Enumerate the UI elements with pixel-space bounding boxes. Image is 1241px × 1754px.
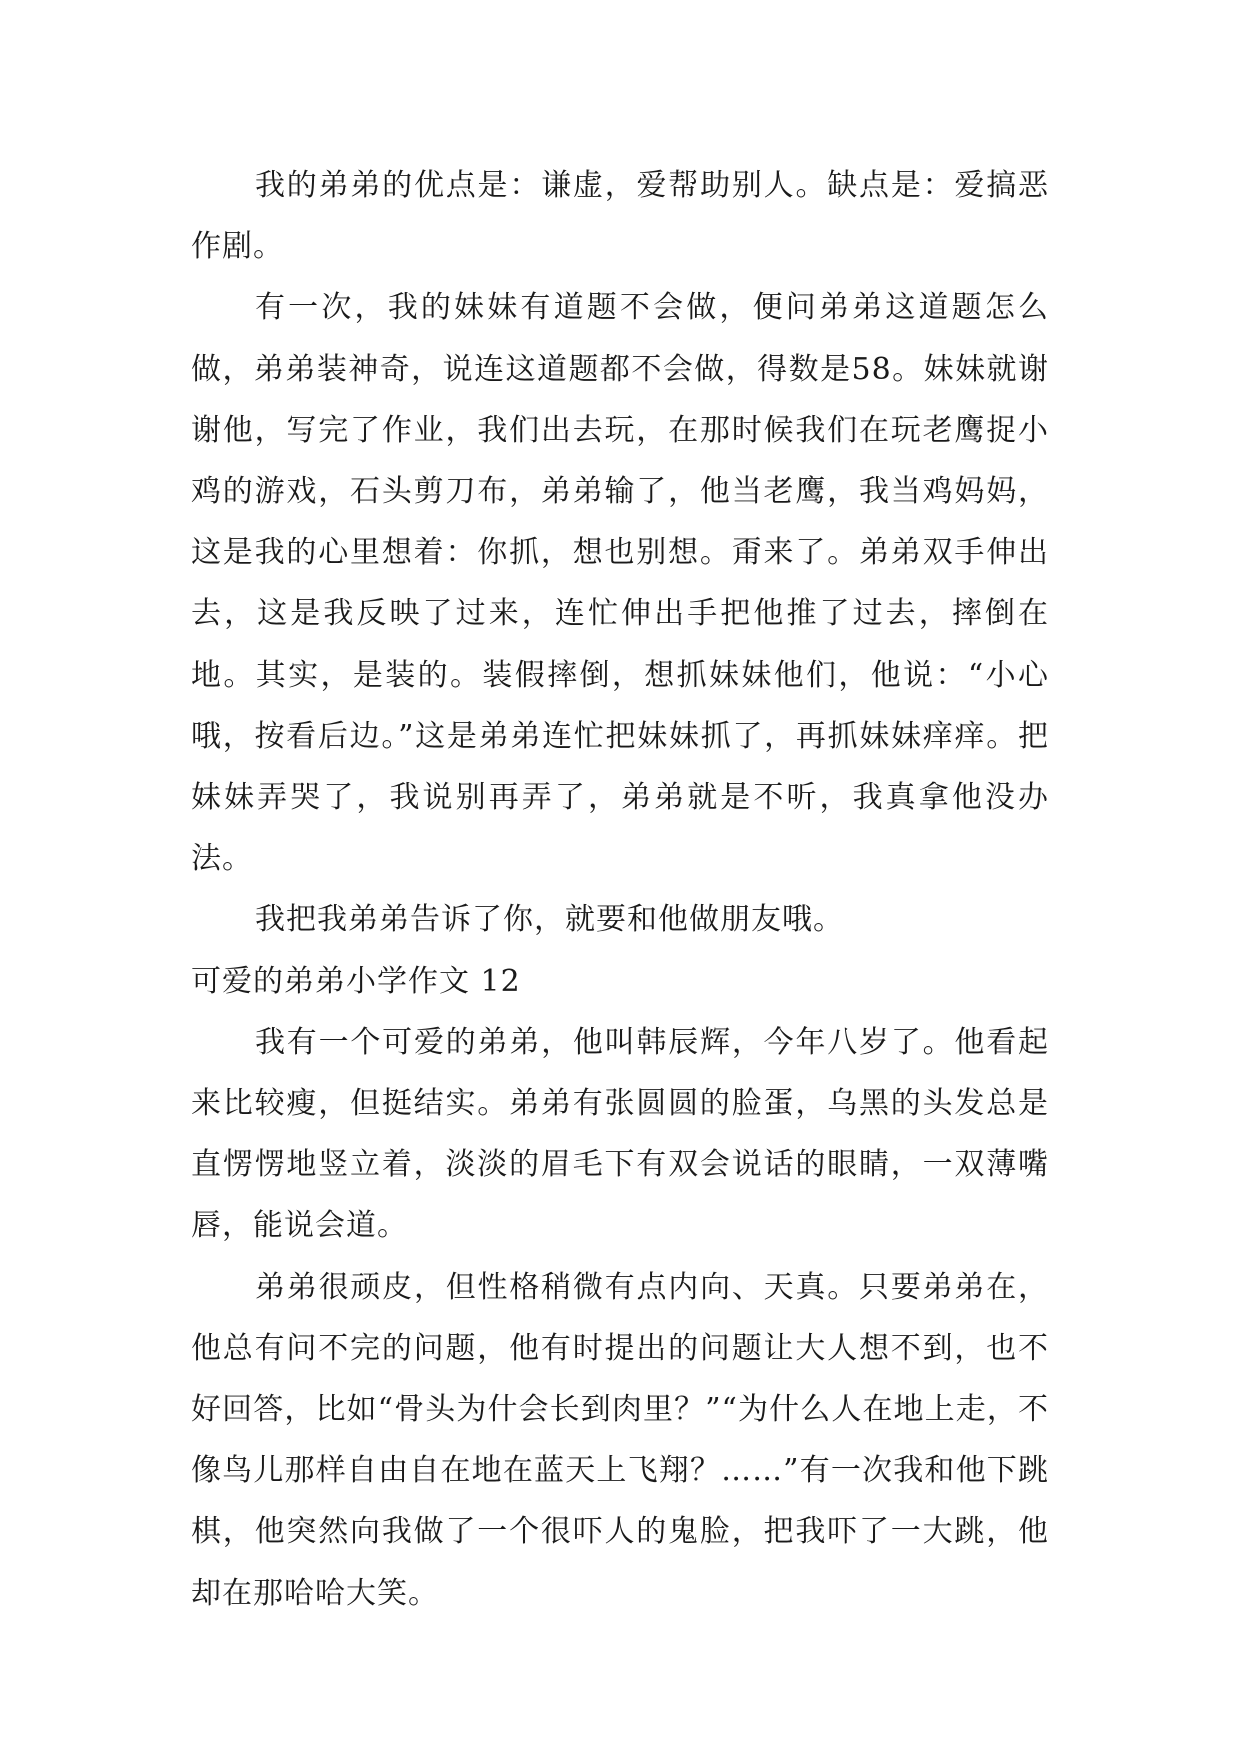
paragraph: 我把我弟弟告诉了你，就要和他做朋友哦。 bbox=[255, 902, 844, 938]
document-body bbox=[191, 155, 1049, 1624]
paragraph: 有一次，我的妹妹有道题不会做，便问弟弟这道题怎么做，弟弟装神奇，说连这道题都不会做，得数是58。妹妹就谢谢他，写完了作业，我们出去玩，在那时候我们在玩老鹰捉小鸡的游戏，石头剪刀布，弟弟输了，他当老鹰，我当鸡妈妈，这是我的心里想着：你抓，想也别想。甭来了。弟弟双手伸出去，这是我反映了过来，连忙伸出手把他推了过去，摔倒在地。其实，是装的。装假摔倒，想抓妹妹他们，他说：“小心哦，按看后边。”这是弟弟连忙把妹妹抓了，再抓妹妹痒痒。把妹妹弄哭了，我说别再弄了，弟弟就是不听，我真拿他没办法。 bbox=[191, 290, 1049, 877]
paragraph: 我的弟弟的优点是：谦虚，爱帮助别人。缺点是：爱搞恶作剧。 bbox=[191, 168, 1049, 265]
paragraph: 弟弟很顽皮，但性格稍微有点内向、天真。只要弟弟在，他总有问不完的问题，他有时提出的问题让大人想不到，也不好回答，比如“骨头为什会长到肉里？”“为什么人在地上走，不像鸟儿那样自由自在地在蓝天上飞翔？……”有一次我和他下跳棋，他突然向我做了一个很吓人的鬼脸，把我吓了一大跳，他却在那哈哈大笑。 bbox=[191, 1269, 1049, 1611]
section-heading: 可爱的弟弟小学作文 12 bbox=[191, 963, 521, 999]
paragraph: 我有一个可爱的弟弟，他叫韩辰辉，今年八岁了。他看起来比较瘦，但挺结实。弟弟有张圆圆的脸蛋，乌黑的头发总是直愣愣地竖立着，淡淡的眉毛下有双会说话的眼睛，一双薄嘴唇，能说会道。 bbox=[191, 1024, 1049, 1244]
